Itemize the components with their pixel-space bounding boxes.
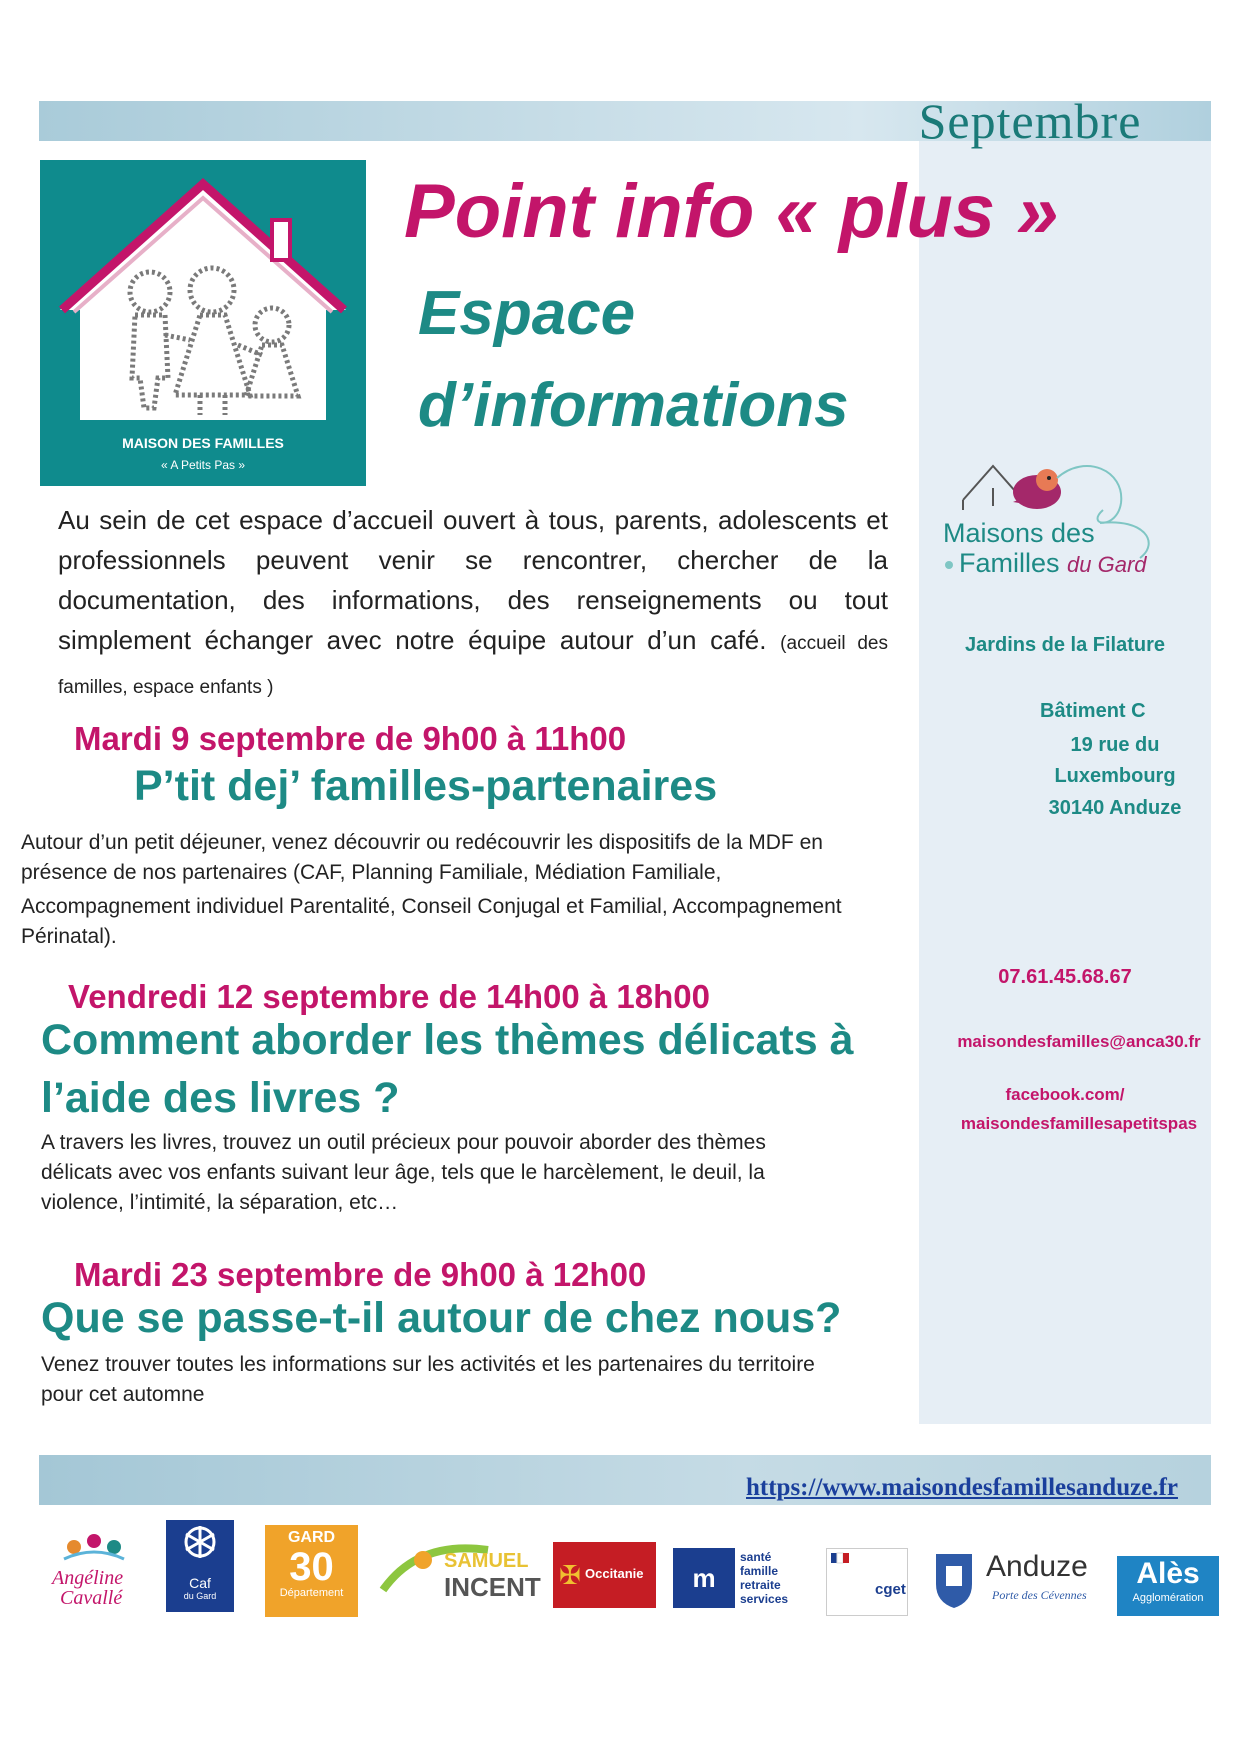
facebook-line1: facebook.com/ bbox=[1005, 1085, 1125, 1104]
intro-note: (accueil des familles, espace enfants ) bbox=[58, 633, 888, 698]
event-2-desc-line: violence, l’intimité, la séparation, etc… bbox=[41, 1191, 399, 1214]
anduze-subtext: Porte des Cévennes bbox=[992, 1588, 1087, 1602]
anduze-text: Anduze bbox=[986, 1550, 1088, 1583]
page-title: Point info « plus » bbox=[404, 169, 1059, 254]
brand-line1: Maisons des bbox=[943, 518, 1095, 548]
brand-du-gard: du Gard bbox=[1067, 552, 1147, 577]
occitanie-text: Occitanie bbox=[585, 1566, 644, 1581]
facebook-line2: maisondesfamillesapetitspas bbox=[960, 1114, 1198, 1133]
event-2-date: Vendredi 12 septembre de 14h00 à 18h00 bbox=[68, 978, 711, 1015]
cget-text: cget bbox=[875, 1581, 906, 1598]
event-1-date: Mardi 9 septembre de 9h00 à 11h00 bbox=[74, 720, 627, 757]
gard-number: 30 bbox=[289, 1545, 334, 1589]
event-2-description bbox=[41, 1128, 901, 1218]
maisons-des-familles-du-gard-logo bbox=[935, 448, 1185, 583]
website-link[interactable]: https://www.maisondesfamillesanduze.fr bbox=[746, 1474, 1178, 1501]
house-family-icon bbox=[40, 160, 366, 486]
marianne-icon bbox=[827, 1549, 857, 1569]
samuel-text2: INCENT bbox=[444, 1572, 541, 1602]
event-3-title: Que se passe-t-il autour de chez nous? bbox=[41, 1294, 842, 1342]
samuel-text1: SAMUEL bbox=[444, 1550, 529, 1572]
address-city: 30140 Anduze bbox=[1048, 797, 1182, 819]
anduze-logo bbox=[932, 1550, 1092, 1630]
event-2-title-line1: Comment aborder les thèmes délicats à bbox=[41, 1016, 854, 1064]
event-3-date: Mardi 23 septembre de 9h00 à 12h00 bbox=[74, 1256, 647, 1293]
msa-services-text bbox=[740, 1550, 805, 1610]
caf-logo bbox=[166, 1520, 234, 1612]
location-name: Jardins de la Filature bbox=[964, 634, 1166, 656]
maison-des-familles-logo bbox=[40, 160, 366, 486]
cross-icon bbox=[553, 1542, 583, 1608]
caf-subtext: du Gard bbox=[183, 1591, 217, 1601]
ales-subtext: Agglomération bbox=[1132, 1592, 1204, 1604]
msa-logo: m bbox=[673, 1548, 735, 1608]
brand-line2 bbox=[959, 548, 1147, 579]
ales-agglomeration-logo bbox=[1117, 1556, 1219, 1616]
caf-text: Caf bbox=[189, 1575, 211, 1591]
gard-text: GARD bbox=[287, 1529, 336, 1546]
address-street2: Luxembourg bbox=[1054, 765, 1176, 787]
msa-line3: retraite bbox=[740, 1578, 781, 1592]
msa-line1: santé bbox=[740, 1550, 772, 1564]
brand-familles: Familles bbox=[959, 548, 1060, 578]
phone-number: 07.61.45.68.67 bbox=[998, 966, 1132, 988]
event-2-title-line2: l’aide des livres ? bbox=[41, 1074, 400, 1122]
event-3-description bbox=[41, 1350, 901, 1410]
event-1-description bbox=[21, 828, 921, 952]
event-1-desc-line: Autour d’un petit déjeuner, venez découvrir ou redécouvrir les dispositifs de la MDF en bbox=[21, 831, 823, 854]
event-3-desc-line: pour cet automne bbox=[41, 1383, 205, 1406]
event-1-desc-line: Accompagnement individuel Parentalité, Conseil Conjugal et Familial, Accompagnement bbox=[21, 895, 842, 918]
msa-line2: famille bbox=[740, 1564, 779, 1578]
angeline-cavalle-logo bbox=[44, 1525, 144, 1620]
event-2-desc-line: délicats avec vos enfants suivant leur âge, tels que le harcèlement, le deuil, la bbox=[41, 1161, 765, 1184]
svg-text:✠: ✠ bbox=[559, 1560, 581, 1590]
address-building: Bâtiment C bbox=[1040, 700, 1146, 722]
event-1-desc-line: Périnatal). bbox=[21, 925, 117, 948]
ales-text: Alès bbox=[1136, 1557, 1200, 1590]
msa-line4: services bbox=[740, 1592, 789, 1606]
page-subtitle-line1: Espace bbox=[418, 279, 636, 348]
page-subtitle-line2: d’informations bbox=[418, 371, 849, 440]
event-2-desc-line: A travers les livres, trouvez un outil précieux pour pouvoir aborder des thèmes bbox=[41, 1131, 766, 1154]
angeline-text1: Angéline bbox=[52, 1567, 124, 1589]
event-3-desc-line: Venez trouver toutes les informations sur les activités et les partenaires du territoire bbox=[41, 1353, 815, 1376]
event-1-desc-line: présence de nos partenaires (CAF, Planning Familiale, Médiation Familiale, bbox=[21, 861, 722, 884]
shield-icon bbox=[932, 1550, 976, 1610]
gard-subtext: Département bbox=[279, 1587, 344, 1599]
angeline-text2: Cavallé bbox=[60, 1587, 123, 1609]
intro-text: Au sein de cet espace d’accueil ouvert à tous, parents, adolescents et professionnels peuvent venir se rencontrer, chercher de la documentation, des informations, des renseignements ou tout simplement échanger avec notre équipe autour d’un café. bbox=[58, 505, 888, 655]
gard-departement-logo bbox=[265, 1525, 358, 1617]
logo-title: MAISON DES FAMILLES bbox=[122, 435, 284, 451]
address-street: 19 rue du bbox=[1070, 734, 1160, 756]
logo-subtitle: « A Petits Pas » bbox=[160, 458, 246, 472]
intro-paragraph bbox=[58, 500, 888, 708]
occitanie-logo bbox=[553, 1542, 656, 1608]
cget-logo bbox=[826, 1548, 908, 1616]
snowflake-icon bbox=[166, 1520, 234, 1570]
samuel-vincent-logo bbox=[378, 1530, 541, 1620]
month-label: Septembre bbox=[918, 93, 1142, 149]
event-1-title: P’tit dej’ familles-partenaires bbox=[134, 762, 718, 810]
email-address: maisondesfamilles@anca30.fr bbox=[957, 1032, 1201, 1051]
